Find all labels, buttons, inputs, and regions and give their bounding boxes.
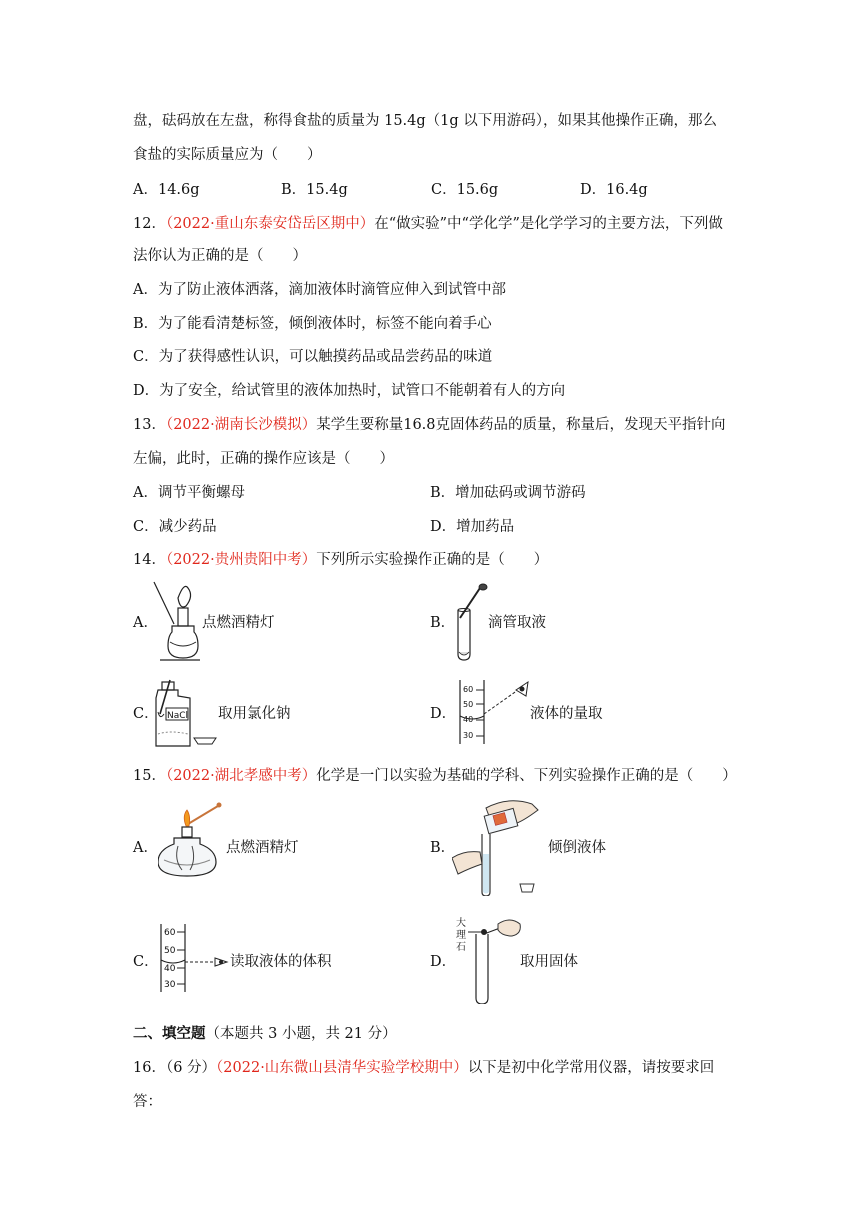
q14-line1 [133, 550, 548, 570]
q15-number: 15． [133, 768, 166, 784]
q15-option-a-letter: A． [133, 840, 158, 856]
q15-option-b-letter: B． [430, 840, 456, 856]
q16-source: （2022·山东微山县清华实验学校期中） [216, 1060, 468, 1076]
q14-text: 下列所示实验操作正确的是（ ） [316, 552, 549, 568]
q15-c-tick-40: 40 [164, 964, 176, 974]
q13-line1 [133, 415, 726, 435]
q11-option-d: D．16.4g [580, 182, 648, 198]
q15-c-tick-60: 60 [164, 928, 176, 938]
q15-option-b-caption: 倾倒液体 [548, 840, 606, 856]
q14-d-tick-40: 40 [463, 715, 474, 724]
q12-text: 在“做实验”中“学化学”是化学学习的主要方法，下列做 [374, 216, 723, 232]
section2-heading [133, 1024, 397, 1044]
q16-score: （6 分） [165, 1060, 217, 1076]
q11-option-a: A．14.6g [133, 182, 200, 198]
q14-option-a-caption: 点燃酒精灯 [202, 615, 275, 631]
q14-option-d-caption: 液体的量取 [530, 706, 603, 722]
q13-option-a: A．调节平衡螺母 [133, 485, 245, 501]
q15-d-marble-tube-figure [454, 914, 524, 1004]
q13-option-d: D．增加药品 [430, 519, 515, 535]
q13-option-c: C．减少药品 [133, 519, 217, 535]
q15-c-tick-50: 50 [164, 946, 176, 956]
q15-c-tick-30: 30 [164, 980, 176, 990]
q14-d-cylinder-figure [450, 678, 540, 746]
q14-d-tick-60: 60 [463, 685, 474, 694]
q12-line2: 法你认为正确的是（ ） [133, 248, 307, 264]
q14-d-tick-50: 50 [463, 700, 474, 709]
q15-text: 化学是一门以实验为基础的学科、下列实验操作正确的是（ ） [316, 768, 737, 784]
q12-option-a: A．为了防止液体洒落，滴加液体时滴管应伸入到试管中部 [133, 282, 506, 298]
q11-option-b: B．15.4g [281, 182, 348, 198]
q16-line1 [133, 1058, 714, 1078]
q12-line1 [133, 214, 723, 234]
q11-line2: 食盐的实际质量应为（ ） [133, 147, 322, 163]
q14-option-b-caption: 滴管取液 [488, 615, 546, 631]
q15-option-d-letter: D． [430, 954, 457, 970]
section2-title: 二、填空题 [133, 1025, 206, 1042]
q12-option-c: C．为了获得感性认识，可以触摸药品或品尝药品的味道 [133, 349, 493, 365]
q14-b-dropper-figure [450, 582, 492, 662]
q13-line2: 左偏，此时，正确的操作应该是（ ） [133, 451, 394, 467]
q13-source: （2022·湖南长沙模拟） [165, 417, 317, 433]
section2-note: （本题共 3 小题，共 21 分） [205, 1026, 397, 1042]
q14-a-alcohol-lamp-figure [150, 580, 200, 662]
q16-text: 以下是初中化学常用仪器，请按要求回 [467, 1060, 715, 1076]
q14-option-c-letter: C． [133, 706, 159, 722]
q13-number: 13． [133, 417, 166, 433]
q15-b-pour-liquid-figure [452, 794, 542, 896]
q16-line2: 答： [133, 1094, 162, 1110]
q15-option-d-caption: 取用固体 [520, 954, 578, 970]
q15-c-cylinder-figure [155, 922, 230, 994]
q15-a-alcohol-lamp-figure [158, 800, 228, 882]
q15-d-marble-char-2: 理 [456, 930, 466, 941]
q12-option-d: D．为了安全，给试管里的液体加热时，试管口不能朝着有人的方向 [133, 383, 566, 399]
q11-option-c: C．15.6g [431, 182, 499, 198]
q11-line1: 盘，砝码放在左盘，称得食盐的质量为 15.4g（1g 以下用游码），如果其他操作正确，那么 [133, 113, 718, 129]
q14-source: （2022·贵州贵阳中考） [165, 552, 317, 568]
q15-option-c-letter: C． [133, 954, 159, 970]
q14-c-nacl-label: NaCl [167, 711, 189, 721]
q14-d-tick-30: 30 [463, 731, 474, 740]
q14-c-nacl-bottle-figure [150, 678, 220, 748]
q12-source: （2022·重山东泰安岱岳区期中） [165, 216, 375, 232]
q16-number: 16． [133, 1060, 166, 1076]
q14-option-a-letter: A． [133, 615, 158, 631]
q14-option-c-caption: 取用氯化钠 [218, 706, 291, 722]
q15-option-a-caption: 点燃酒精灯 [226, 840, 299, 856]
q12-number: 12． [133, 216, 166, 232]
q12-option-b: B．为了能看清楚标签，倾倒液体时，标签不能向着手心 [133, 316, 492, 332]
q15-d-marble-char-1: 大 [456, 918, 466, 929]
q14-option-d-letter: D． [430, 706, 457, 722]
q13-text: 某学生要称量16.8克固体药品的质量，称量后，发现天平指针向 [316, 417, 726, 433]
q13-option-b: B．增加砝码或调节游码 [430, 485, 586, 501]
q14-option-b-letter: B． [430, 615, 456, 631]
q15-d-marble-char-3: 石 [456, 942, 466, 953]
q14-number: 14． [133, 552, 166, 568]
q15-line1 [133, 766, 737, 786]
q15-source: （2022·湖北孝感中考） [165, 768, 317, 784]
q15-option-c-caption: 读取液体的体积 [230, 954, 332, 970]
